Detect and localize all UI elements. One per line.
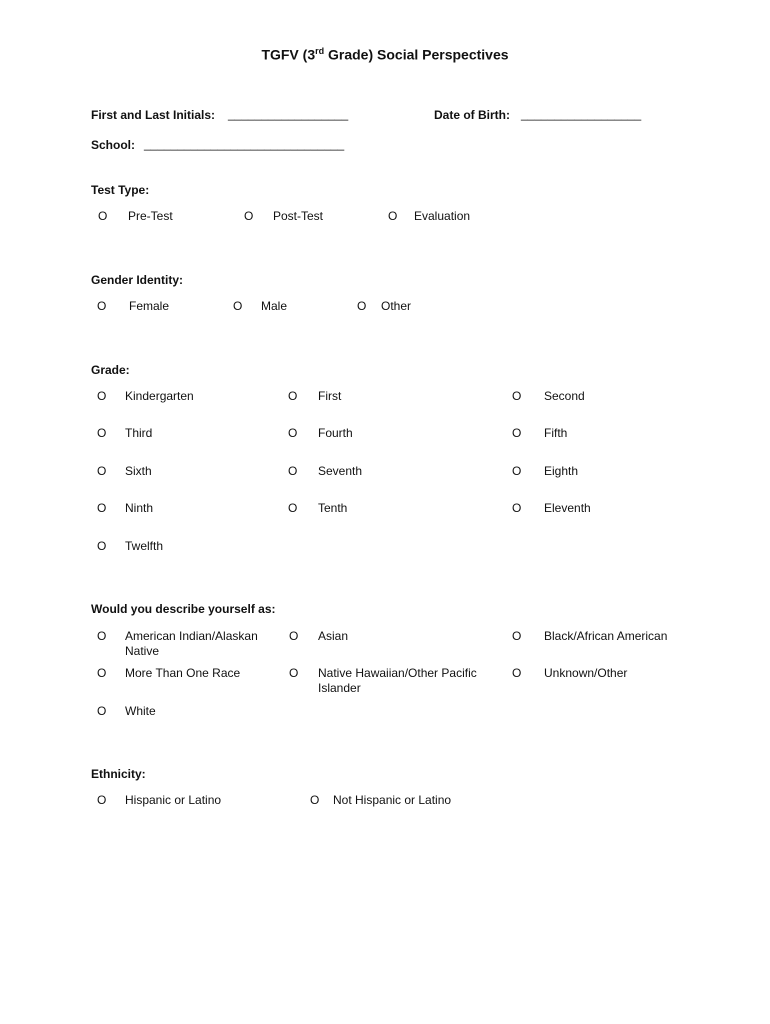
option-label: White bbox=[125, 704, 156, 718]
school-field[interactable]: ______________________________ bbox=[144, 137, 345, 151]
gender-heading: Gender Identity: bbox=[91, 273, 184, 287]
radio-white[interactable]: O bbox=[97, 704, 107, 718]
radio-first[interactable]: O bbox=[288, 389, 298, 403]
option-label: Female bbox=[129, 299, 170, 313]
option-label: Not Hispanic or Latino bbox=[333, 793, 452, 807]
option-label: Eighth bbox=[544, 464, 579, 478]
radio-more-than-one-race[interactable]: O bbox=[97, 666, 107, 680]
option-label: Male bbox=[261, 299, 288, 313]
option-label: Eleventh bbox=[544, 501, 591, 515]
title-superscript: rd bbox=[315, 46, 325, 56]
test-type-heading: Test Type: bbox=[91, 183, 150, 197]
option-label: Black/African American bbox=[544, 629, 668, 643]
option-label: Ninth bbox=[125, 501, 154, 515]
radio-twelfth[interactable]: O bbox=[97, 539, 107, 553]
radio-black-african-american[interactable]: O bbox=[512, 629, 522, 643]
radio-post-test[interactable]: O bbox=[244, 209, 254, 223]
radio-unknown-other[interactable]: O bbox=[512, 666, 522, 680]
radio-fifth[interactable]: O bbox=[512, 426, 522, 440]
ethnicity-heading: Ethnicity: bbox=[91, 767, 146, 781]
option-label: Second bbox=[544, 389, 585, 403]
option-label: Twelfth bbox=[125, 539, 164, 553]
option-label: Other bbox=[381, 299, 412, 313]
radio-eleventh[interactable]: O bbox=[512, 501, 522, 515]
grade-heading: Grade: bbox=[91, 363, 130, 377]
radio-american-indian[interactable]: O bbox=[97, 629, 107, 643]
radio-pre-test[interactable]: O bbox=[98, 209, 108, 223]
radio-sixth[interactable]: O bbox=[97, 464, 107, 478]
radio-hispanic[interactable]: O bbox=[97, 793, 107, 807]
option-label: Fourth bbox=[318, 426, 353, 440]
option-label: More Than One Race bbox=[125, 666, 241, 680]
radio-second[interactable]: O bbox=[512, 389, 522, 403]
race-heading: Would you describe yourself as: bbox=[91, 602, 276, 616]
radio-fourth[interactable]: O bbox=[288, 426, 298, 440]
page-title bbox=[0, 46, 770, 63]
option-label: Third bbox=[125, 426, 153, 440]
option-label: Asian bbox=[318, 629, 349, 643]
title-text-suffix: Grade) Social Perspectives bbox=[324, 46, 509, 63]
option-label: Kindergarten bbox=[125, 389, 194, 403]
radio-other[interactable]: O bbox=[357, 299, 367, 313]
option-label: Hispanic or Latino bbox=[125, 793, 222, 807]
radio-ninth[interactable]: O bbox=[97, 501, 107, 515]
radio-asian[interactable]: O bbox=[289, 629, 299, 643]
radio-kindergarten[interactable]: O bbox=[97, 389, 107, 403]
option-label: American Indian/Alaskan Native bbox=[125, 629, 258, 658]
radio-eighth[interactable]: O bbox=[512, 464, 522, 478]
radio-evaluation[interactable]: O bbox=[388, 209, 398, 223]
radio-seventh[interactable]: O bbox=[288, 464, 298, 478]
title-text: TGFV (3 bbox=[261, 46, 316, 63]
radio-female[interactable]: O bbox=[97, 299, 107, 313]
initials-field[interactable]: __________________ bbox=[228, 107, 349, 121]
option-label: First bbox=[318, 389, 342, 403]
option-label: Sixth bbox=[125, 464, 152, 478]
school-label: School: bbox=[91, 138, 135, 152]
option-label: Post-Test bbox=[273, 209, 324, 223]
dob-label: Date of Birth: bbox=[434, 108, 510, 122]
radio-native-hawaiian[interactable]: O bbox=[289, 666, 299, 680]
option-label: Native Hawaiian/Other Pacific Islander bbox=[318, 666, 477, 695]
option-label: Pre-Test bbox=[128, 209, 173, 223]
option-label: Unknown/Other bbox=[544, 666, 628, 680]
option-label: Seventh bbox=[318, 464, 363, 478]
radio-tenth[interactable]: O bbox=[288, 501, 298, 515]
radio-not-hispanic[interactable]: O bbox=[310, 793, 320, 807]
radio-male[interactable]: O bbox=[233, 299, 243, 313]
option-label: Tenth bbox=[318, 501, 348, 515]
initials-label: First and Last Initials: bbox=[91, 108, 216, 122]
option-label: Fifth bbox=[544, 426, 568, 440]
option-label: Evaluation bbox=[414, 209, 471, 223]
dob-field[interactable]: __________________ bbox=[521, 107, 642, 121]
radio-third[interactable]: O bbox=[97, 426, 107, 440]
